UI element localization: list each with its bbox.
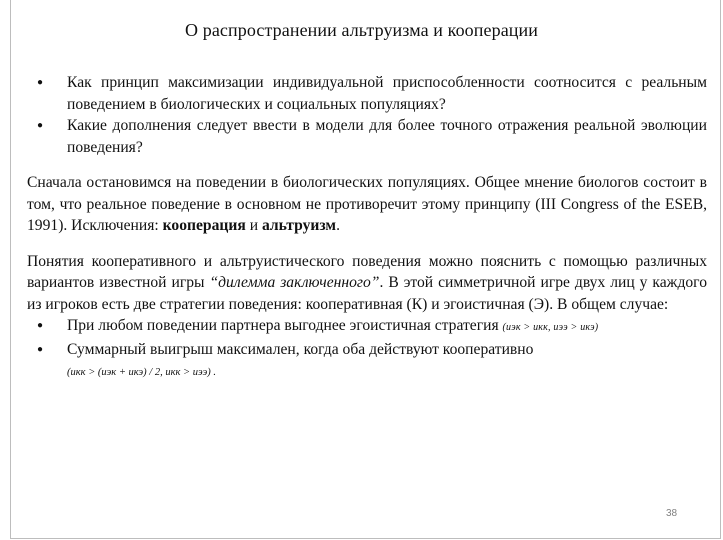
paragraph-text: Сначала остановимся на поведении в биологических популяциях. Общее мнение биологов состоит в том, что реальное поведение в основном не противоречит этому принципу (III Congress of the ESEB, 1991). Исключения: xyxy=(27,174,707,234)
page-number: 38 xyxy=(666,508,678,519)
conditions-list xyxy=(27,315,707,384)
slide-content xyxy=(27,72,707,384)
slide-title: О распространении альтруизма и кооперации xyxy=(185,20,538,40)
formula: (uкк > (uэк + uкэ) / 2, uкк > uээ) . xyxy=(67,367,217,378)
question-item: ● Как принцип максимизации индивидуальной приспособленности соотносится с реальным поведением в биологических и социальных популяциях? xyxy=(27,72,707,115)
condition-item xyxy=(27,339,707,384)
condition-item xyxy=(27,315,707,339)
paragraph-end: . xyxy=(336,217,340,234)
term-cooperation: кооперация xyxy=(162,217,246,234)
game-name: “дилемма заключенного” xyxy=(209,274,380,291)
paragraph-text: Понятия кооперативного и альтруистического поведения можно пояснить с помощью различных вариантов известной игры xyxy=(27,252,707,291)
paragraph-dilemma xyxy=(27,251,707,316)
condition-text: Суммарный выигрыш максимален, когда оба действуют кооперативно xyxy=(67,340,534,358)
formula: (uэк > uкк, uээ > uкэ) xyxy=(502,322,599,333)
question-item: ● Какие дополнения следует ввести в модели для более точного отражения реальной эволюции поведения? xyxy=(27,115,707,158)
term-altruism: альтруизм xyxy=(261,217,337,234)
questions-list xyxy=(27,72,707,158)
condition-text: При любом поведении партнера выгоднее эгоистичная стратегия xyxy=(67,317,503,334)
paragraph-populations xyxy=(27,172,707,237)
paragraph-rest: . В этой симметричной игре двух лиц у каждого из игроков есть две стратегии поведения: кооперативная (К) и эгоистичная (Э). В общем случае: xyxy=(27,274,707,313)
paragraph-join: и xyxy=(245,217,262,234)
